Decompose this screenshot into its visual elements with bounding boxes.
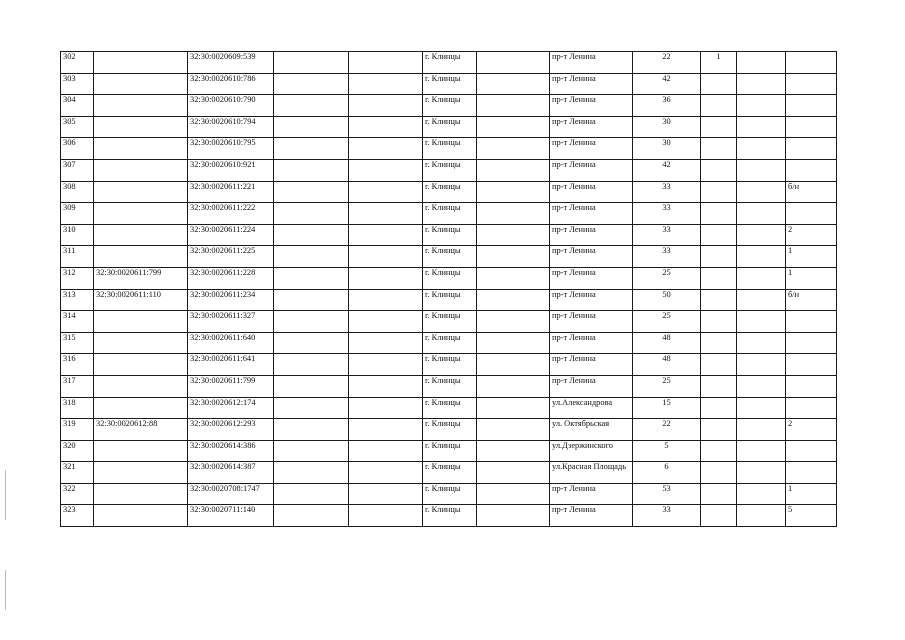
building-cell	[701, 181, 737, 203]
row-number-cell: 320	[61, 440, 94, 462]
empty-cell	[274, 354, 349, 376]
empty-cell	[274, 267, 349, 289]
empty-cell	[274, 246, 349, 268]
street-cell: пр-т Ленина	[550, 311, 633, 333]
apartment-cell	[786, 138, 837, 160]
city-cell: г. Клинцы	[423, 419, 477, 441]
previous-cadastral-number-cell	[94, 246, 188, 268]
house-number-cell: 53	[633, 483, 701, 505]
house-number-cell: 33	[633, 224, 701, 246]
city-cell: г. Клинцы	[423, 267, 477, 289]
empty-cell	[477, 397, 550, 419]
building-cell	[701, 138, 737, 160]
empty-cell	[274, 224, 349, 246]
empty-cell	[477, 246, 550, 268]
city-cell: г. Клинцы	[423, 181, 477, 203]
city-cell: г. Клинцы	[423, 311, 477, 333]
empty-cell	[477, 354, 550, 376]
row-number-cell: 302	[61, 52, 94, 74]
city-cell: г. Клинцы	[423, 116, 477, 138]
house-number-cell: 25	[633, 267, 701, 289]
empty-cell	[274, 332, 349, 354]
empty-cell	[477, 483, 550, 505]
previous-cadastral-number-cell	[94, 159, 188, 181]
street-cell: пр-т Ленина	[550, 159, 633, 181]
empty-cell	[477, 462, 550, 484]
street-cell: пр-т Ленина	[550, 246, 633, 268]
apartment-cell	[786, 462, 837, 484]
registry-table	[60, 51, 837, 527]
empty-cell	[349, 116, 423, 138]
empty-cell	[274, 397, 349, 419]
cadastral-number-cell: 32:30:0020611:327	[188, 311, 274, 333]
street-cell: пр-т Ленина	[550, 52, 633, 74]
house-number-cell: 33	[633, 203, 701, 225]
previous-cadastral-number-cell	[94, 440, 188, 462]
cadastral-number-cell: 32:30:0020611:222	[188, 203, 274, 225]
cadastral-number-cell: 32:30:0020612:174	[188, 397, 274, 419]
apartment-cell	[786, 440, 837, 462]
city-cell: г. Клинцы	[423, 289, 477, 311]
house-number-cell: 50	[633, 289, 701, 311]
previous-cadastral-number-cell: 32:30:0020612:88	[94, 419, 188, 441]
house-number-cell: 22	[633, 52, 701, 74]
table-row	[61, 159, 837, 181]
street-cell: пр-т Ленина	[550, 224, 633, 246]
empty-cell	[349, 159, 423, 181]
table-row	[61, 419, 837, 441]
empty-cell	[349, 138, 423, 160]
empty-cell	[737, 267, 786, 289]
empty-cell	[477, 181, 550, 203]
building-cell	[701, 354, 737, 376]
empty-cell	[349, 246, 423, 268]
empty-cell	[274, 483, 349, 505]
street-cell: пр-т Ленина	[550, 483, 633, 505]
city-cell: г. Клинцы	[423, 354, 477, 376]
building-cell	[701, 246, 737, 268]
empty-cell	[274, 289, 349, 311]
empty-cell	[737, 95, 786, 117]
empty-cell	[274, 311, 349, 333]
empty-cell	[274, 375, 349, 397]
empty-cell	[737, 354, 786, 376]
row-number-cell: 313	[61, 289, 94, 311]
cadastral-number-cell: 32:30:0020614:386	[188, 440, 274, 462]
empty-cell	[477, 138, 550, 160]
empty-cell	[477, 289, 550, 311]
empty-cell	[737, 181, 786, 203]
empty-cell	[349, 397, 423, 419]
empty-cell	[737, 159, 786, 181]
building-cell	[701, 203, 737, 225]
empty-cell	[737, 52, 786, 74]
house-number-cell: 25	[633, 311, 701, 333]
previous-cadastral-number-cell	[94, 483, 188, 505]
empty-cell	[274, 505, 349, 527]
empty-cell	[477, 203, 550, 225]
empty-cell	[737, 246, 786, 268]
empty-cell	[737, 440, 786, 462]
row-number-cell: 307	[61, 159, 94, 181]
house-number-cell: 15	[633, 397, 701, 419]
empty-cell	[477, 73, 550, 95]
city-cell: г. Клинцы	[423, 138, 477, 160]
previous-cadastral-number-cell	[94, 375, 188, 397]
empty-cell	[477, 224, 550, 246]
street-cell: пр-т Ленина	[550, 138, 633, 160]
empty-cell	[274, 116, 349, 138]
empty-cell	[274, 203, 349, 225]
previous-cadastral-number-cell	[94, 181, 188, 203]
city-cell: г. Клинцы	[423, 52, 477, 74]
table-row	[61, 95, 837, 117]
building-cell	[701, 419, 737, 441]
row-number-cell: 314	[61, 311, 94, 333]
apartment-cell	[786, 116, 837, 138]
apartment-cell: 1	[786, 267, 837, 289]
table-row	[61, 397, 837, 419]
cadastral-number-cell: 32:30:0020711:140	[188, 505, 274, 527]
cadastral-number-cell: 32:30:0020611:224	[188, 224, 274, 246]
building-cell	[701, 332, 737, 354]
building-cell	[701, 397, 737, 419]
table-row	[61, 116, 837, 138]
empty-cell	[477, 311, 550, 333]
apartment-cell: б/н	[786, 181, 837, 203]
apartment-cell	[786, 332, 837, 354]
previous-cadastral-number-cell	[94, 95, 188, 117]
empty-cell	[349, 267, 423, 289]
building-cell	[701, 116, 737, 138]
table-row	[61, 332, 837, 354]
city-cell: г. Клинцы	[423, 397, 477, 419]
cadastral-number-cell: 32:30:0020610:794	[188, 116, 274, 138]
table-row	[61, 138, 837, 160]
empty-cell	[737, 397, 786, 419]
house-number-cell: 30	[633, 138, 701, 160]
street-cell: пр-т Ленина	[550, 354, 633, 376]
street-cell: пр-т Ленина	[550, 505, 633, 527]
empty-cell	[349, 73, 423, 95]
empty-cell	[477, 267, 550, 289]
city-cell: г. Клинцы	[423, 246, 477, 268]
empty-cell	[274, 181, 349, 203]
table-row	[61, 505, 837, 527]
empty-cell	[737, 203, 786, 225]
city-cell: г. Клинцы	[423, 505, 477, 527]
cadastral-number-cell: 32:30:0020611:234	[188, 289, 274, 311]
table-row	[61, 375, 837, 397]
city-cell: г. Клинцы	[423, 159, 477, 181]
row-number-cell: 323	[61, 505, 94, 527]
table-row	[61, 440, 837, 462]
previous-cadastral-number-cell	[94, 397, 188, 419]
empty-cell	[349, 332, 423, 354]
apartment-cell: б/н	[786, 289, 837, 311]
row-number-cell: 309	[61, 203, 94, 225]
previous-cadastral-number-cell	[94, 224, 188, 246]
city-cell: г. Клинцы	[423, 440, 477, 462]
table-row	[61, 52, 837, 74]
house-number-cell: 48	[633, 332, 701, 354]
previous-cadastral-number-cell	[94, 116, 188, 138]
table-row	[61, 73, 837, 95]
building-cell	[701, 289, 737, 311]
apartment-cell: 5	[786, 505, 837, 527]
cadastral-number-cell: 32:30:0020610:795	[188, 138, 274, 160]
house-number-cell: 33	[633, 505, 701, 527]
empty-cell	[349, 311, 423, 333]
empty-cell	[349, 505, 423, 527]
empty-cell	[349, 440, 423, 462]
cadastral-number-cell: 32:30:0020610:786	[188, 73, 274, 95]
apartment-cell	[786, 52, 837, 74]
cadastral-number-cell: 32:30:0020611:799	[188, 375, 274, 397]
apartment-cell	[786, 95, 837, 117]
row-number-cell: 315	[61, 332, 94, 354]
empty-cell	[274, 462, 349, 484]
city-cell: г. Клинцы	[423, 224, 477, 246]
previous-cadastral-number-cell	[94, 311, 188, 333]
street-cell: пр-т Ленина	[550, 95, 633, 117]
apartment-cell: 1	[786, 483, 837, 505]
building-cell	[701, 483, 737, 505]
cadastral-number-cell: 32:30:0020610:921	[188, 159, 274, 181]
empty-cell	[737, 311, 786, 333]
table-row	[61, 483, 837, 505]
building-cell	[701, 224, 737, 246]
cadastral-number-cell: 32:30:0020610:790	[188, 95, 274, 117]
apartment-cell	[786, 311, 837, 333]
empty-cell	[737, 375, 786, 397]
empty-cell	[274, 159, 349, 181]
street-cell: пр-т Ленина	[550, 332, 633, 354]
previous-cadastral-number-cell	[94, 332, 188, 354]
empty-cell	[477, 440, 550, 462]
house-number-cell: 33	[633, 181, 701, 203]
street-cell: пр-т Ленина	[550, 181, 633, 203]
building-cell	[701, 311, 737, 333]
empty-cell	[737, 419, 786, 441]
city-cell: г. Клинцы	[423, 375, 477, 397]
street-cell: ул.Красная Площадь	[550, 462, 633, 484]
house-number-cell: 25	[633, 375, 701, 397]
empty-cell	[274, 52, 349, 74]
cadastral-number-cell: 32:30:0020611:641	[188, 354, 274, 376]
house-number-cell: 48	[633, 354, 701, 376]
cadastral-number-cell: 32:30:0020611:228	[188, 267, 274, 289]
street-cell: пр-т Ленина	[550, 116, 633, 138]
previous-cadastral-number-cell	[94, 354, 188, 376]
empty-cell	[737, 483, 786, 505]
cadastral-number-cell: 32:30:0020611:221	[188, 181, 274, 203]
row-number-cell: 318	[61, 397, 94, 419]
house-number-cell: 5	[633, 440, 701, 462]
cadastral-number-cell: 32:30:0020612:293	[188, 419, 274, 441]
row-number-cell: 306	[61, 138, 94, 160]
cadastral-number-cell: 32:30:0020708:1747	[188, 483, 274, 505]
apartment-cell: 1	[786, 246, 837, 268]
table-row	[61, 181, 837, 203]
building-cell	[701, 462, 737, 484]
building-cell	[701, 440, 737, 462]
empty-cell	[737, 332, 786, 354]
table-row	[61, 354, 837, 376]
building-cell	[701, 375, 737, 397]
city-cell: г. Клинцы	[423, 203, 477, 225]
street-cell: пр-т Ленина	[550, 73, 633, 95]
cadastral-number-cell: 32:30:0020611:225	[188, 246, 274, 268]
empty-cell	[477, 332, 550, 354]
house-number-cell: 30	[633, 116, 701, 138]
building-cell: 1	[701, 52, 737, 74]
empty-cell	[274, 138, 349, 160]
row-number-cell: 321	[61, 462, 94, 484]
street-cell: пр-т Ленина	[550, 375, 633, 397]
house-number-cell: 36	[633, 95, 701, 117]
apartment-cell: 2	[786, 224, 837, 246]
row-number-cell: 308	[61, 181, 94, 203]
row-number-cell: 316	[61, 354, 94, 376]
apartment-cell	[786, 375, 837, 397]
row-number-cell: 310	[61, 224, 94, 246]
building-cell	[701, 159, 737, 181]
row-number-cell: 319	[61, 419, 94, 441]
empty-cell	[737, 138, 786, 160]
empty-cell	[737, 505, 786, 527]
empty-cell	[349, 52, 423, 74]
previous-cadastral-number-cell: 32:30:0020611:799	[94, 267, 188, 289]
empty-cell	[477, 116, 550, 138]
previous-cadastral-number-cell: 32:30:0020611:110	[94, 289, 188, 311]
city-cell: г. Клинцы	[423, 462, 477, 484]
empty-cell	[737, 462, 786, 484]
empty-cell	[349, 354, 423, 376]
apartment-cell	[786, 203, 837, 225]
building-cell	[701, 95, 737, 117]
row-number-cell: 312	[61, 267, 94, 289]
row-number-cell: 311	[61, 246, 94, 268]
empty-cell	[737, 224, 786, 246]
empty-cell	[349, 224, 423, 246]
row-number-cell: 317	[61, 375, 94, 397]
scan-artifact	[5, 470, 6, 520]
empty-cell	[274, 440, 349, 462]
apartment-cell	[786, 397, 837, 419]
city-cell: г. Клинцы	[423, 483, 477, 505]
apartment-cell: 2	[786, 419, 837, 441]
empty-cell	[477, 505, 550, 527]
row-number-cell: 303	[61, 73, 94, 95]
house-number-cell: 42	[633, 73, 701, 95]
cadastral-number-cell: 32:30:0020609:539	[188, 52, 274, 74]
table-row	[61, 267, 837, 289]
city-cell: г. Клинцы	[423, 95, 477, 117]
table-row	[61, 462, 837, 484]
apartment-cell	[786, 354, 837, 376]
apartment-cell	[786, 73, 837, 95]
street-cell: пр-т Ленина	[550, 267, 633, 289]
empty-cell	[349, 462, 423, 484]
previous-cadastral-number-cell	[94, 52, 188, 74]
empty-cell	[477, 159, 550, 181]
empty-cell	[349, 95, 423, 117]
street-cell: ул.Александрова	[550, 397, 633, 419]
table-row	[61, 289, 837, 311]
street-cell: ул. Октябрьская	[550, 419, 633, 441]
empty-cell	[349, 375, 423, 397]
house-number-cell: 6	[633, 462, 701, 484]
empty-cell	[477, 52, 550, 74]
apartment-cell	[786, 159, 837, 181]
empty-cell	[737, 116, 786, 138]
city-cell: г. Клинцы	[423, 73, 477, 95]
street-cell: ул.Дзержинского	[550, 440, 633, 462]
table-row	[61, 224, 837, 246]
empty-cell	[737, 289, 786, 311]
cadastral-number-cell: 32:30:0020614:387	[188, 462, 274, 484]
empty-cell	[737, 73, 786, 95]
building-cell	[701, 267, 737, 289]
table-row	[61, 203, 837, 225]
previous-cadastral-number-cell	[94, 138, 188, 160]
empty-cell	[477, 375, 550, 397]
empty-cell	[349, 181, 423, 203]
empty-cell	[477, 95, 550, 117]
empty-cell	[349, 203, 423, 225]
empty-cell	[274, 95, 349, 117]
street-cell: пр-т Ленина	[550, 203, 633, 225]
building-cell	[701, 505, 737, 527]
empty-cell	[477, 419, 550, 441]
row-number-cell: 305	[61, 116, 94, 138]
scan-artifact	[5, 570, 6, 610]
previous-cadastral-number-cell	[94, 505, 188, 527]
row-number-cell: 304	[61, 95, 94, 117]
empty-cell	[274, 419, 349, 441]
empty-cell	[349, 483, 423, 505]
house-number-cell: 22	[633, 419, 701, 441]
empty-cell	[274, 73, 349, 95]
registry-table-body	[61, 52, 837, 527]
house-number-cell: 33	[633, 246, 701, 268]
building-cell	[701, 73, 737, 95]
previous-cadastral-number-cell	[94, 73, 188, 95]
previous-cadastral-number-cell	[94, 203, 188, 225]
house-number-cell: 42	[633, 159, 701, 181]
street-cell: пр-т Ленина	[550, 289, 633, 311]
cadastral-number-cell: 32:30:0020611:640	[188, 332, 274, 354]
table-row	[61, 246, 837, 268]
previous-cadastral-number-cell	[94, 462, 188, 484]
city-cell: г. Клинцы	[423, 332, 477, 354]
row-number-cell: 322	[61, 483, 94, 505]
empty-cell	[349, 419, 423, 441]
table-row	[61, 311, 837, 333]
empty-cell	[349, 289, 423, 311]
